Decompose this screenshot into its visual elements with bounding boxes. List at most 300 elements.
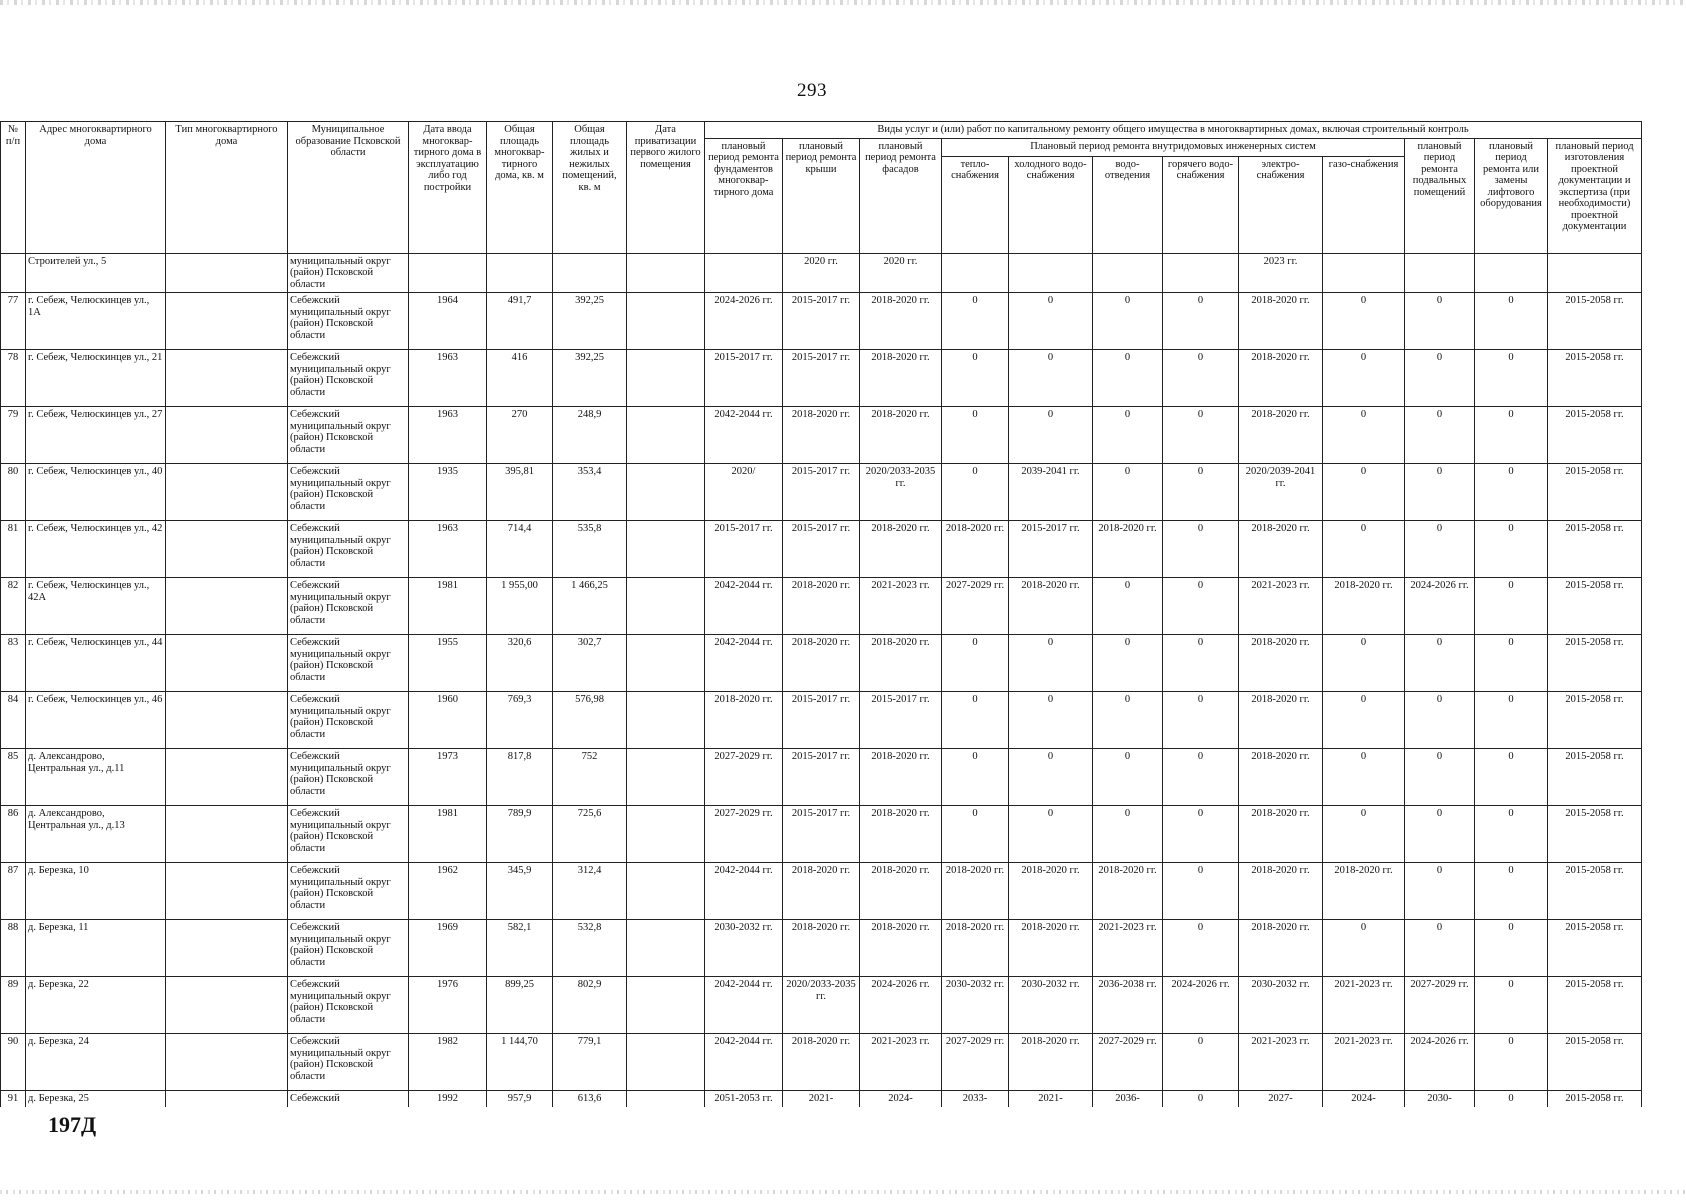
cell-cold: 0 (1009, 806, 1093, 863)
cell-elevator: 0 (1475, 407, 1548, 464)
cell-type (166, 293, 288, 350)
cell-address: д. Березка, 10 (26, 863, 166, 920)
cell-basement: 0 (1405, 692, 1475, 749)
cell-heat: 0 (942, 293, 1009, 350)
cell-type (166, 1091, 288, 1108)
cell-roof: 2018-2020 гг. (783, 635, 860, 692)
cell-type (166, 977, 288, 1034)
cell-foundation: 2042-2044 гг. (705, 863, 783, 920)
cell-address: д. Березка, 11 (26, 920, 166, 977)
cell-hot: 0 (1163, 806, 1239, 863)
cell-gas: 0 (1323, 749, 1405, 806)
cell-year: 1976 (409, 977, 487, 1034)
table-row (1, 977, 1642, 1034)
cell-hot (1163, 253, 1239, 293)
cell-heat: 2027-2029 гг. (942, 1034, 1009, 1091)
cell-priv (627, 1091, 705, 1108)
cell-address: д. Березка, 24 (26, 1034, 166, 1091)
cell-address: д. Александрово, Центральная ул., д.13 (26, 806, 166, 863)
cell-sewer: 0 (1093, 293, 1163, 350)
cell-roof: 2015-2017 гг. (783, 521, 860, 578)
cell-electric: 2018-2020 гг. (1239, 293, 1323, 350)
cell-facade: 2024-2026 гг. (860, 977, 942, 1034)
cell-hot: 0 (1163, 578, 1239, 635)
header-privatization: Дата приватизации первого жилого помещения (627, 122, 705, 254)
cell-municipality: Себежский муниципальный округ (район) Псковской области (288, 977, 409, 1034)
cell-hot: 0 (1163, 1091, 1239, 1108)
cell-type (166, 806, 288, 863)
cell-sewer: 2027-2029 гг. (1093, 1034, 1163, 1091)
cell-hot: 0 (1163, 1034, 1239, 1091)
cell-basement: 0 (1405, 863, 1475, 920)
cell-cold: 0 (1009, 293, 1093, 350)
cell-municipality: Себежский муниципальный округ (район) Псковской области (288, 407, 409, 464)
cell-electric: 2021-2023 гг. (1239, 578, 1323, 635)
cell-num: 82 (1, 578, 26, 635)
cell-municipality: Себежский муниципальный округ (район) Псковской области (288, 350, 409, 407)
cell-living: 535,8 (553, 521, 627, 578)
cell-facade: 2020/2033-2035 гг. (860, 464, 942, 521)
cell-facade: 2024- (860, 1091, 942, 1108)
cell-foundation: 2042-2044 гг. (705, 635, 783, 692)
cell-sewer: 0 (1093, 578, 1163, 635)
cell-roof: 2020 гг. (783, 253, 860, 293)
cell-foundation: 2042-2044 гг. (705, 1034, 783, 1091)
cell-foundation: 2042-2044 гг. (705, 407, 783, 464)
cell-sewer: 2036- (1093, 1091, 1163, 1108)
cell-cold: 0 (1009, 692, 1093, 749)
cell-foundation: 2030-2032 гг. (705, 920, 783, 977)
cell-cold: 2018-2020 гг. (1009, 920, 1093, 977)
cell-area: 345,9 (487, 863, 553, 920)
cell-living: 353,4 (553, 464, 627, 521)
cell-elevator (1475, 253, 1548, 293)
cell-living: 802,9 (553, 977, 627, 1034)
cell-area: 582,1 (487, 920, 553, 977)
header-roof: плановый период ремонта крыши (783, 138, 860, 253)
cell-sewer: 0 (1093, 464, 1163, 521)
cell-gas: 0 (1323, 464, 1405, 521)
cell-elevator: 0 (1475, 293, 1548, 350)
cell-type (166, 692, 288, 749)
cell-roof: 2015-2017 гг. (783, 692, 860, 749)
cell-design: 2015-2058 гг. (1548, 1091, 1642, 1108)
cell-address: д. Березка, 25 (26, 1091, 166, 1108)
cell-gas: 0 (1323, 350, 1405, 407)
header-num: № п/п (1, 122, 26, 254)
table-row (1, 863, 1642, 920)
header-gas: газо-снабжения (1323, 156, 1405, 253)
document-code: 197Д (48, 1112, 97, 1137)
cell-living: 576,98 (553, 692, 627, 749)
cell-design: 2015-2058 гг. (1548, 521, 1642, 578)
cell-heat: 0 (942, 350, 1009, 407)
cell-basement: 0 (1405, 635, 1475, 692)
cell-facade: 2018-2020 гг. (860, 863, 942, 920)
cell-facade: 2018-2020 гг. (860, 806, 942, 863)
cell-cold: 0 (1009, 350, 1093, 407)
cell-foundation: 2042-2044 гг. (705, 578, 783, 635)
cell-design: 2015-2058 гг. (1548, 920, 1642, 977)
cell-priv (627, 635, 705, 692)
cell-municipality: Себежский муниципальный округ (район) Псковской области (288, 806, 409, 863)
cell-electric: 2018-2020 гг. (1239, 749, 1323, 806)
scan-edge-bottom (0, 1190, 1686, 1194)
cell-elevator: 0 (1475, 464, 1548, 521)
cell-area: 270 (487, 407, 553, 464)
cell-gas: 0 (1323, 521, 1405, 578)
cell-type (166, 1034, 288, 1091)
table-row (1, 920, 1642, 977)
cell-num: 86 (1, 806, 26, 863)
cell-municipality: Себежский муниципальный округ (район) Псковской области (288, 920, 409, 977)
cell-type (166, 635, 288, 692)
cell-heat: 2027-2029 гг. (942, 578, 1009, 635)
cell-priv (627, 1034, 705, 1091)
cell-heat: 0 (942, 806, 1009, 863)
cell-area: 1 144,70 (487, 1034, 553, 1091)
cell-sewer: 0 (1093, 692, 1163, 749)
cell-address: г. Себеж, Челюскинцев ул., 40 (26, 464, 166, 521)
cell-living: 302,7 (553, 635, 627, 692)
cell-num: 84 (1, 692, 26, 749)
cell-priv (627, 749, 705, 806)
cell-design: 2015-2058 гг. (1548, 635, 1642, 692)
cell-heat: 0 (942, 464, 1009, 521)
cell-cold: 2030-2032 гг. (1009, 977, 1093, 1034)
cell-facade: 2018-2020 гг. (860, 293, 942, 350)
cell-gas: 2018-2020 гг. (1323, 863, 1405, 920)
cell-electric: 2020/2039-2041 гг. (1239, 464, 1323, 521)
cell-facade: 2021-2023 гг. (860, 578, 942, 635)
header-design: плановый период изготовления проектной документации и экспертиза (при необходимости) проектной документации (1548, 138, 1642, 253)
cell-address: г. Себеж, Челюскинцев ул., 27 (26, 407, 166, 464)
header-elevator: плановый период ремонта или замены лифтового оборудования (1475, 138, 1548, 253)
cell-facade: 2018-2020 гг. (860, 521, 942, 578)
header-sewer: водо-отведения (1093, 156, 1163, 253)
cell-priv (627, 977, 705, 1034)
cell-foundation: 2015-2017 гг. (705, 521, 783, 578)
cell-year: 1962 (409, 863, 487, 920)
header-municipality: Муниципальное образование Псковской области (288, 122, 409, 254)
cell-num (1, 253, 26, 293)
cell-cold: 2039-2041 гг. (1009, 464, 1093, 521)
cell-year: 1981 (409, 806, 487, 863)
header-living-area: Общая площадь жилых и нежилых помещений, кв. м (553, 122, 627, 254)
cell-heat: 2018-2020 гг. (942, 521, 1009, 578)
cell-heat (942, 253, 1009, 293)
cell-num: 78 (1, 350, 26, 407)
cell-heat: 0 (942, 692, 1009, 749)
cell-cold: 0 (1009, 749, 1093, 806)
table-row (1, 692, 1642, 749)
cell-elevator: 0 (1475, 692, 1548, 749)
table-row (1, 1034, 1642, 1091)
cell-address: д. Березка, 22 (26, 977, 166, 1034)
header-heat: тепло-снабжения (942, 156, 1009, 253)
cell-design: 2015-2058 гг. (1548, 293, 1642, 350)
cell-area: 714,4 (487, 521, 553, 578)
header-services-group: Виды услуг и (или) работ по капитальному ремонту общего имущества в многоквартирных домах, включая строительный контроль (705, 122, 1642, 139)
header-facade: плановый период ремонта фасадов (860, 138, 942, 253)
cell-living: 392,25 (553, 350, 627, 407)
cell-year: 1955 (409, 635, 487, 692)
cell-basement: 2024-2026 гг. (1405, 578, 1475, 635)
cell-heat: 0 (942, 635, 1009, 692)
cell-electric: 2018-2020 гг. (1239, 521, 1323, 578)
cell-municipality: Себежский муниципальный округ (район) Псковской области (288, 692, 409, 749)
cell-gas: 2021-2023 гг. (1323, 977, 1405, 1034)
cell-num: 79 (1, 407, 26, 464)
cell-basement: 0 (1405, 749, 1475, 806)
cell-hot: 2024-2026 гг. (1163, 977, 1239, 1034)
cell-hot: 0 (1163, 635, 1239, 692)
table-body (1, 253, 1642, 1107)
cell-num: 85 (1, 749, 26, 806)
cell-hot: 0 (1163, 521, 1239, 578)
header-hot-water: горячего водо-снабжения (1163, 156, 1239, 253)
cell-hot: 0 (1163, 350, 1239, 407)
cell-sewer (1093, 253, 1163, 293)
cell-type (166, 863, 288, 920)
cell-year: 1992 (409, 1091, 487, 1108)
cell-basement: 0 (1405, 521, 1475, 578)
cell-heat: 2030-2032 гг. (942, 977, 1009, 1034)
cell-year: 1963 (409, 407, 487, 464)
header-date-commission: Дата ввода многоквар-тирного дома в эксплуатацию либо год постройки (409, 122, 487, 254)
cell-cold: 0 (1009, 635, 1093, 692)
cell-type (166, 578, 288, 635)
cell-year: 1960 (409, 692, 487, 749)
cell-priv (627, 293, 705, 350)
cell-roof: 2021- (783, 1091, 860, 1108)
cell-elevator: 0 (1475, 1091, 1548, 1108)
cell-basement: 0 (1405, 464, 1475, 521)
cell-sewer: 0 (1093, 350, 1163, 407)
header-type: Тип многоквартирного дома (166, 122, 288, 254)
cell-sewer: 0 (1093, 407, 1163, 464)
cell-sewer: 0 (1093, 635, 1163, 692)
cell-priv (627, 407, 705, 464)
header-basement: плановый период ремонта подвальных помещений (1405, 138, 1475, 253)
cell-roof: 2015-2017 гг. (783, 350, 860, 407)
cell-address: г. Себеж, Челюскинцев ул., 44 (26, 635, 166, 692)
header-electric: электро-снабжения (1239, 156, 1323, 253)
cell-elevator: 0 (1475, 863, 1548, 920)
cell-heat: 2033- (942, 1091, 1009, 1108)
cell-num: 87 (1, 863, 26, 920)
table-row (1, 749, 1642, 806)
cell-area: 817,8 (487, 749, 553, 806)
cell-electric: 2021-2023 гг. (1239, 1034, 1323, 1091)
cell-num: 83 (1, 635, 26, 692)
cell-year: 1963 (409, 350, 487, 407)
cell-sewer: 2021-2023 гг. (1093, 920, 1163, 977)
cell-area: 769,3 (487, 692, 553, 749)
cell-address: г. Себеж, Челюскинцев ул., 1А (26, 293, 166, 350)
cell-basement (1405, 253, 1475, 293)
cell-design: 2015-2058 гг. (1548, 863, 1642, 920)
cell-type (166, 521, 288, 578)
cell-priv (627, 806, 705, 863)
cell-num: 89 (1, 977, 26, 1034)
cell-priv (627, 920, 705, 977)
cell-basement: 0 (1405, 350, 1475, 407)
cell-foundation: 2024-2026 гг. (705, 293, 783, 350)
cell-area: 957,9 (487, 1091, 553, 1108)
header-total-area: Общая площадь многоквар-тирного дома, кв. м (487, 122, 553, 254)
cell-type (166, 253, 288, 293)
cell-type (166, 350, 288, 407)
cell-hot: 0 (1163, 749, 1239, 806)
cell-roof: 2015-2017 гг. (783, 293, 860, 350)
cell-living: 248,9 (553, 407, 627, 464)
cell-hot: 0 (1163, 293, 1239, 350)
cell-facade: 2018-2020 гг. (860, 920, 942, 977)
cell-hot: 0 (1163, 920, 1239, 977)
cell-sewer: 2018-2020 гг. (1093, 521, 1163, 578)
cell-living: 312,4 (553, 863, 627, 920)
cell-facade: 2021-2023 гг. (860, 1034, 942, 1091)
cell-design: 2015-2058 гг. (1548, 578, 1642, 635)
cell-gas: 2021-2023 гг. (1323, 1034, 1405, 1091)
cell-design (1548, 253, 1642, 293)
cell-basement: 2030- (1405, 1091, 1475, 1108)
cell-address: д. Александрово, Центральная ул., д.11 (26, 749, 166, 806)
cell-hot: 0 (1163, 692, 1239, 749)
cell-electric: 2018-2020 гг. (1239, 806, 1323, 863)
cell-living: 392,25 (553, 293, 627, 350)
cell-cold: 2015-2017 гг. (1009, 521, 1093, 578)
cell-roof: 2018-2020 гг. (783, 863, 860, 920)
cell-num: 81 (1, 521, 26, 578)
cell-type (166, 749, 288, 806)
cell-electric: 2018-2020 гг. (1239, 635, 1323, 692)
cell-num: 80 (1, 464, 26, 521)
cell-municipality: Себежский муниципальный округ (район) Псковской области (288, 521, 409, 578)
cell-gas: 2018-2020 гг. (1323, 578, 1405, 635)
cell-basement: 0 (1405, 920, 1475, 977)
cell-type (166, 407, 288, 464)
cell-electric: 2018-2020 гг. (1239, 863, 1323, 920)
cell-foundation: 2020/ (705, 464, 783, 521)
cell-gas: 0 (1323, 806, 1405, 863)
cell-electric: 2018-2020 гг. (1239, 920, 1323, 977)
cell-gas: 0 (1323, 293, 1405, 350)
cell-elevator: 0 (1475, 1034, 1548, 1091)
header-address: Адрес многоквартирного дома (26, 122, 166, 254)
cell-area (487, 253, 553, 293)
cell-elevator: 0 (1475, 350, 1548, 407)
cell-type (166, 464, 288, 521)
cell-num: 90 (1, 1034, 26, 1091)
cell-basement: 0 (1405, 407, 1475, 464)
cell-design: 2015-2058 гг. (1548, 464, 1642, 521)
capital-repair-table (0, 121, 1642, 1107)
cell-roof: 2018-2020 гг. (783, 920, 860, 977)
cell-priv (627, 863, 705, 920)
cell-area: 789,9 (487, 806, 553, 863)
cell-heat: 0 (942, 407, 1009, 464)
table-row (1, 350, 1642, 407)
cell-facade: 2018-2020 гг. (860, 350, 942, 407)
cell-municipality: Себежский муниципальный округ (район) Псковской области (288, 1034, 409, 1091)
cell-foundation: 2027-2029 гг. (705, 749, 783, 806)
cell-sewer: 0 (1093, 749, 1163, 806)
header-foundation: плановый период ремонта фундаментов многоквар-тирного дома (705, 138, 783, 253)
cell-gas: 2024- (1323, 1091, 1405, 1108)
cell-basement: 2024-2026 гг. (1405, 1034, 1475, 1091)
cell-gas: 0 (1323, 407, 1405, 464)
cell-living: 752 (553, 749, 627, 806)
cell-area: 395,81 (487, 464, 553, 521)
cell-address: г. Себеж, Челюскинцев ул., 46 (26, 692, 166, 749)
cell-area: 899,25 (487, 977, 553, 1034)
cell-elevator: 0 (1475, 635, 1548, 692)
cell-sewer: 2036-2038 гг. (1093, 977, 1163, 1034)
cell-elevator: 0 (1475, 977, 1548, 1034)
cell-municipality: Себежский муниципальный округ (район) Псковской области (288, 293, 409, 350)
table-row (1, 293, 1642, 350)
cell-year: 1982 (409, 1034, 487, 1091)
cell-gas (1323, 253, 1405, 293)
cell-num: 88 (1, 920, 26, 977)
cell-basement: 0 (1405, 806, 1475, 863)
cell-address: г. Себеж, Челюскинцев ул., 42А (26, 578, 166, 635)
cell-design: 2015-2058 гг. (1548, 806, 1642, 863)
cell-electric: 2027- (1239, 1091, 1323, 1108)
cell-num: 91 (1, 1091, 26, 1108)
cell-area: 491,7 (487, 293, 553, 350)
cell-municipality: Себежский муниципальный округ (район) Псковской области (288, 863, 409, 920)
cell-gas: 0 (1323, 920, 1405, 977)
cell-year (409, 253, 487, 293)
table-row (1, 407, 1642, 464)
cell-cold: 2021- (1009, 1091, 1093, 1108)
cell-design: 2015-2058 гг. (1548, 1034, 1642, 1091)
cell-elevator: 0 (1475, 749, 1548, 806)
cell-priv (627, 521, 705, 578)
cell-facade: 2018-2020 гг. (860, 635, 942, 692)
cell-design: 2015-2058 гг. (1548, 977, 1642, 1034)
cell-num: 77 (1, 293, 26, 350)
cell-electric: 2018-2020 гг. (1239, 350, 1323, 407)
cell-elevator: 0 (1475, 920, 1548, 977)
cell-design: 2015-2058 гг. (1548, 749, 1642, 806)
table-row (1, 635, 1642, 692)
cell-cold: 2018-2020 гг. (1009, 578, 1093, 635)
cell-sewer: 0 (1093, 806, 1163, 863)
table-row (1, 464, 1642, 521)
cell-roof: 2020/2033-2035 гг. (783, 977, 860, 1034)
cell-year: 1973 (409, 749, 487, 806)
cell-facade: 2020 гг. (860, 253, 942, 293)
cell-cold (1009, 253, 1093, 293)
cell-facade: 2018-2020 гг. (860, 749, 942, 806)
cell-foundation (705, 253, 783, 293)
cell-sewer: 2018-2020 гг. (1093, 863, 1163, 920)
cell-living: 725,6 (553, 806, 627, 863)
cell-municipality: Себежский муниципальный округ (район) Псковской области (288, 749, 409, 806)
cell-heat: 2018-2020 гг. (942, 863, 1009, 920)
cell-address: Строителей ул., 5 (26, 253, 166, 293)
cell-hot: 0 (1163, 464, 1239, 521)
cell-year: 1935 (409, 464, 487, 521)
cell-gas: 0 (1323, 692, 1405, 749)
cell-roof: 2015-2017 гг. (783, 464, 860, 521)
cell-roof: 2015-2017 гг. (783, 749, 860, 806)
header-cold-water: холодного водо-снабжения (1009, 156, 1093, 253)
